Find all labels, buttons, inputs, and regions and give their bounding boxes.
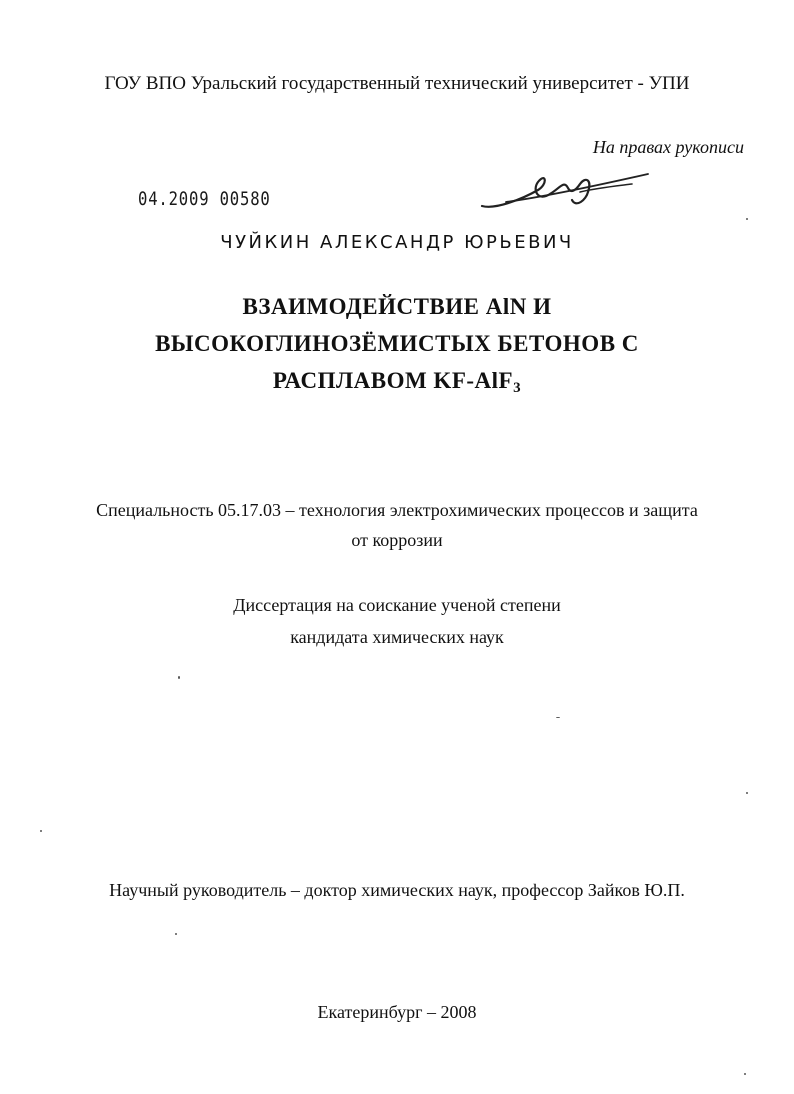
scan-speck [40,830,42,832]
scan-speck [744,1073,746,1075]
scan-speck [746,792,748,794]
specialty-line-2: от коррозии [351,530,443,550]
archive-stamp: 04.2009 00580 [138,188,271,210]
title-line-3-main: РАСПЛАВОМ KF-AlF [272,368,514,393]
scan-speck [556,717,560,718]
scan-speck [746,218,748,220]
signature-icon [476,158,656,218]
title-subscript: 3 [513,380,522,396]
city-year: Екатеринбург – 2008 [317,1002,477,1022]
degree-line-1: Диссертация на соискание ученой степени [233,595,561,615]
title-line-2: ВЫСОКОГЛИНОЗЁМИСТЫХ БЕТОНОВ С [155,331,639,356]
scan-speck [178,676,180,679]
institution-name: ГОУ ВПО Уральский государственный технический университет - УПИ [104,73,690,94]
specialty-line-1: Специальность 05.17.03 – технология электрохимических процессов и защита [96,500,698,520]
title-line-1: ВЗАИМОДЕЙСТВИЕ AlN И [242,294,552,319]
supervisor: Научный руководитель – доктор химических наук, профессор Зайков Ю.П. [109,880,685,900]
degree-line-2: кандидата химических наук [290,627,504,647]
manuscript-note: На правах рукописи [592,137,744,157]
scan-speck [175,933,177,935]
title-line-3 [0,368,794,397]
author-name: ЧУЙКИН АЛЕКСАНДР ЮРЬЕВИЧ [220,232,574,253]
